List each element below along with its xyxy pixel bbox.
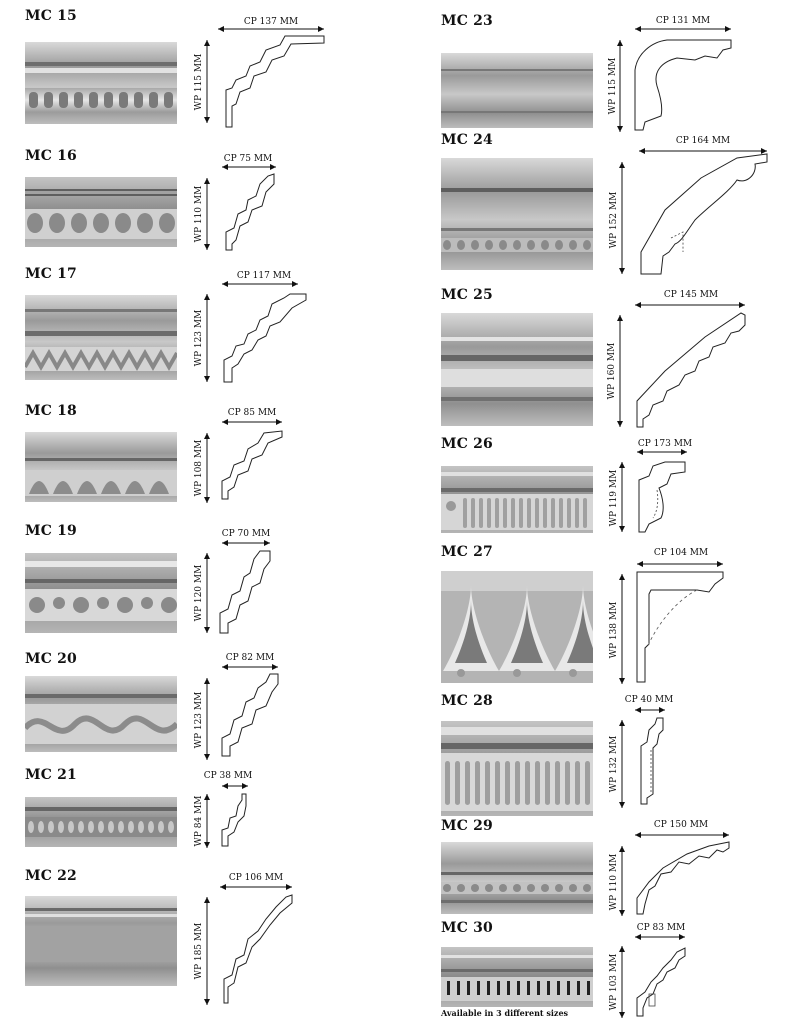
cp-dimension: CP 145 MM: [663, 290, 719, 300]
product-code: MC 15: [25, 8, 77, 24]
profile-drawing: [188, 648, 298, 763]
wp-dimension: WP 108 MM: [194, 439, 204, 497]
wp-dimension: WP 123 MM: [194, 309, 204, 367]
product-code: MC 21: [25, 767, 77, 783]
cp-dimension: CP 137 MM: [243, 17, 299, 27]
profile-drawing: [188, 403, 298, 513]
cp-dimension: CP 40 MM: [624, 695, 674, 705]
product-code: MC 17: [25, 266, 77, 282]
molding-photo: [25, 553, 177, 633]
cp-dimension: CP 85 MM: [227, 408, 277, 418]
wp-dimension: WP 115 MM: [608, 57, 618, 115]
wp-dimension: WP 138 MM: [609, 601, 619, 659]
cp-dimension: CP 164 MM: [675, 136, 731, 146]
product-code: MC 29: [441, 818, 493, 834]
molding-photo: [25, 42, 177, 124]
profile-drawing: [605, 544, 735, 689]
profile-drawing: [605, 432, 715, 537]
profile-drawing: [188, 10, 333, 135]
product-code: MC 25: [441, 287, 493, 303]
product-code: MC 30: [441, 920, 493, 936]
product-code: MC 18: [25, 403, 77, 419]
cp-dimension: CP 150 MM: [653, 820, 709, 830]
molding-photo: [441, 158, 593, 270]
wp-dimension: WP 84 MM: [194, 795, 204, 847]
cp-dimension: CP 38 MM: [203, 771, 253, 781]
wp-dimension: WP 119 MM: [609, 469, 619, 527]
profile-drawing: [605, 918, 705, 1023]
cp-dimension: CP 104 MM: [653, 548, 709, 558]
wp-dimension: WP 132 MM: [609, 735, 619, 793]
molding-photo: [441, 53, 593, 128]
wp-dimension: WP 110 MM: [609, 853, 619, 911]
molding-photo: [25, 177, 177, 247]
cp-dimension: CP 173 MM: [637, 439, 693, 449]
profile-drawing: [188, 867, 308, 1012]
product-code: MC 26: [441, 436, 493, 452]
product-code: MC 19: [25, 523, 77, 539]
product-code: MC 27: [441, 544, 493, 560]
wp-dimension: WP 110 MM: [194, 185, 204, 243]
product-code: MC 20: [25, 651, 77, 667]
cp-dimension: CP 70 MM: [221, 529, 271, 539]
profile-drawing: [188, 766, 268, 851]
cp-dimension: CP 106 MM: [228, 873, 284, 883]
product-code: MC 22: [25, 868, 77, 884]
molding-photo: [441, 842, 593, 914]
molding-photo: [25, 432, 177, 502]
cp-dimension: CP 131 MM: [655, 16, 711, 26]
molding-photo: [441, 947, 593, 1007]
product-code: MC 24: [441, 132, 493, 148]
wp-dimension: WP 120 MM: [194, 564, 204, 622]
molding-photo: [441, 721, 593, 816]
product-code: MC 16: [25, 148, 77, 164]
profile-drawing: [605, 285, 765, 435]
wp-dimension: WP 160 MM: [607, 342, 617, 400]
wp-dimension: WP 123 MM: [194, 691, 204, 749]
size-note: Available in 3 different sizes: [441, 1008, 569, 1018]
wp-dimension: WP 103 MM: [609, 953, 619, 1011]
wp-dimension: WP 115 MM: [194, 53, 204, 111]
cp-dimension: CP 117 MM: [236, 271, 292, 281]
cp-dimension: CP 82 MM: [225, 653, 275, 663]
wp-dimension: WP 185 MM: [194, 922, 204, 980]
molding-photo: [25, 896, 177, 986]
wp-dimension: WP 152 MM: [609, 191, 619, 249]
molding-photo: [441, 313, 593, 426]
product-code: MC 28: [441, 693, 493, 709]
molding-photo: [441, 466, 593, 533]
profile-drawing: [605, 690, 695, 815]
product-code: MC 23: [441, 13, 493, 29]
profile-drawing: [188, 523, 298, 638]
cp-dimension: CP 83 MM: [636, 923, 686, 933]
molding-photo: [25, 676, 177, 752]
molding-photo: [25, 295, 177, 380]
profile-drawing: [188, 264, 313, 389]
profile-drawing: [605, 132, 780, 282]
molding-photo: [441, 571, 593, 683]
cp-dimension: CP 75 MM: [223, 154, 273, 164]
molding-photo: [25, 797, 177, 847]
profile-drawing: [188, 148, 298, 258]
profile-drawing: [605, 816, 755, 921]
profile-drawing: [605, 10, 745, 135]
